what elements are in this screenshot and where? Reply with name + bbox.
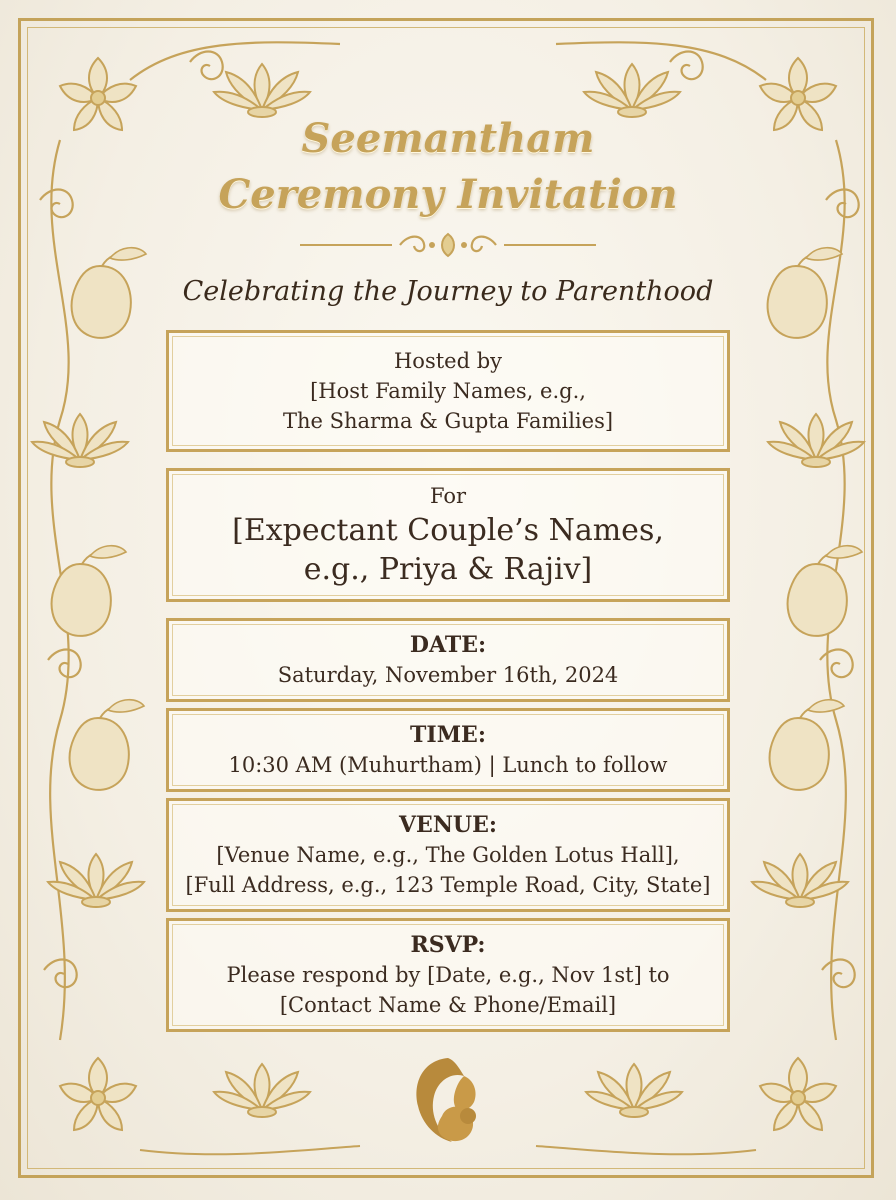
title-line-1: Seemantham xyxy=(301,115,595,162)
hosted-by-label: Hosted by xyxy=(393,349,503,373)
rsvp-line-2: [Contact Name & Phone/Email] xyxy=(279,993,617,1017)
rsvp-line-1: Please respond by [Date, e.g., Nov 1st] to xyxy=(226,963,670,987)
time-label: TIME: xyxy=(410,722,486,748)
rsvp-box xyxy=(166,918,730,1032)
couple-names-line-2: e.g., Priya & Rajiv] xyxy=(303,552,593,587)
scroll-divider-icon xyxy=(300,230,596,260)
venue-box xyxy=(166,798,730,912)
rsvp-label: RSVP: xyxy=(410,932,486,958)
host-names-line-2: The Sharma & Gupta Families] xyxy=(282,409,614,433)
venue-label: VENUE: xyxy=(398,812,498,838)
venue-name: [Venue Name, e.g., The Golden Lotus Hall], xyxy=(216,843,680,867)
host-names-line-1: [Host Family Names, e.g., xyxy=(310,379,586,403)
title-line-2: Ceremony Invitation xyxy=(218,171,678,218)
hosted-by-box xyxy=(166,330,730,452)
subtitle: Celebrating the Journey to Parenthood xyxy=(182,276,714,307)
couple-box xyxy=(166,468,730,602)
for-label: For xyxy=(429,484,467,508)
time-box xyxy=(166,708,730,792)
date-label: DATE: xyxy=(409,632,487,658)
couple-names-line-1: [Expectant Couple’s Names, xyxy=(232,513,664,548)
date-box xyxy=(166,618,730,702)
date-value: Saturday, November 16th, 2024 xyxy=(277,663,619,687)
mother-child-icon xyxy=(402,1052,494,1148)
venue-address: [Full Address, e.g., 123 Temple Road, City, State] xyxy=(185,873,711,897)
time-value: 10:30 AM (Muhurtham) | Lunch to follow xyxy=(228,753,668,777)
